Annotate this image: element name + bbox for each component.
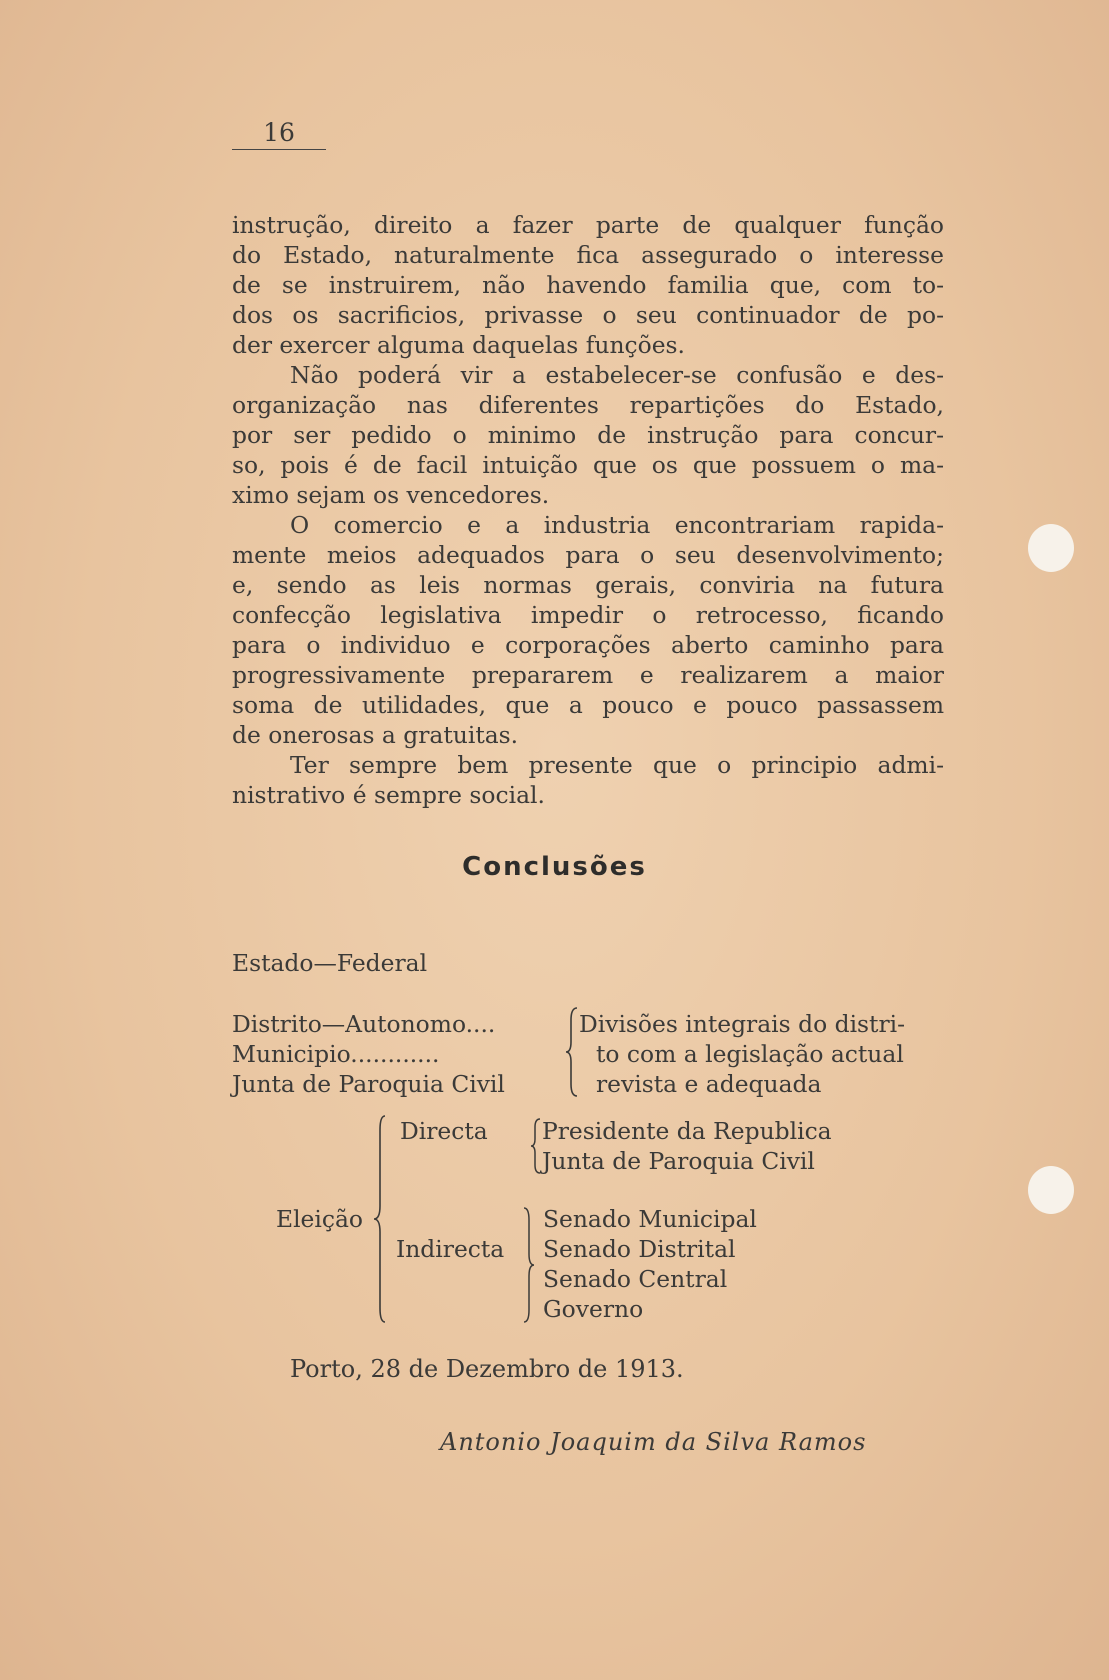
body-line: soma de utilidades, que a pouco e pouco passassem (232, 691, 944, 719)
body-line: O comercio e a industria encontrariam rapida- (290, 511, 944, 539)
indirecta-brace (518, 1206, 538, 1324)
signature: Antonio Joaquim da Silva Ramos (440, 1428, 867, 1456)
indirecta-item: Senado Municipal (543, 1205, 757, 1233)
division-left: Junta de Paroquia Civil (232, 1070, 505, 1098)
body-line: organização nas diferentes repartições do Estado, (232, 391, 944, 419)
eleicao-brace (368, 1114, 392, 1324)
body-line: der exercer alguma daquelas funções. (232, 331, 685, 359)
indirecta-label: Indirecta (396, 1235, 505, 1263)
directa-label: Directa (400, 1117, 488, 1145)
body-line: ximo sejam os vencedores. (232, 481, 550, 509)
division-right: to com a legislação actual (596, 1040, 904, 1068)
directa-item: Presidente da Republica (542, 1117, 832, 1145)
date-line: Porto, 28 de Dezembro de 1913. (290, 1355, 684, 1383)
eleicao-label: Eleição (276, 1205, 364, 1233)
body-line: e, sendo as leis normas gerais, conviria na futura (232, 571, 944, 599)
division-right: Divisões integrais do distri- (579, 1010, 906, 1038)
body-line: instrução, direito a fazer parte de qualquer função (232, 211, 944, 239)
body-line: progressivamente prepararem e realizarem a maior (232, 661, 944, 689)
indirecta-item: Senado Distrital (543, 1235, 736, 1263)
body-line: nistrativo é sempre social. (232, 781, 545, 809)
body-line: Ter sempre bem presente que o principio admi- (290, 751, 944, 779)
indirecta-item: Governo (543, 1295, 644, 1323)
division-left: Distrito—Autonomo.... (232, 1010, 496, 1038)
body-line: para o individuo e corporações aberto caminho para (232, 631, 944, 659)
body-line: Não poderá vir a estabelecer-se confusão e des- (290, 361, 944, 389)
division-left: Municipio............ (232, 1040, 440, 1068)
body-line: por ser pedido o minimo de instrução para concur- (232, 421, 944, 449)
division-right: revista e adequada (596, 1070, 822, 1098)
directa-item: Junta de Paroquia Civil (542, 1147, 815, 1175)
body-line: confecção legislativa impedir o retrocesso, ficando (232, 601, 944, 629)
body-line: so, pois é de facil intuição que os que possuem o ma- (232, 451, 944, 479)
body-line: do Estado, naturalmente fica assegurado o interesse (232, 241, 944, 269)
page-number: 16 (232, 118, 326, 150)
section-heading: Conclusões (462, 852, 647, 882)
punch-hole (1028, 524, 1074, 572)
body-line: de onerosas a gratuitas. (232, 721, 519, 749)
body-line: de se instruirem, não havendo familia que, com to- (232, 271, 944, 299)
punch-hole (1028, 1166, 1074, 1214)
indirecta-item: Senado Central (543, 1265, 728, 1293)
body-line: dos os sacrificios, privasse o seu continuador de po- (232, 301, 944, 329)
estado-federal: Estado—Federal (232, 949, 428, 977)
body-line: mente meios adequados para o seu desenvolvimento; (232, 541, 944, 569)
